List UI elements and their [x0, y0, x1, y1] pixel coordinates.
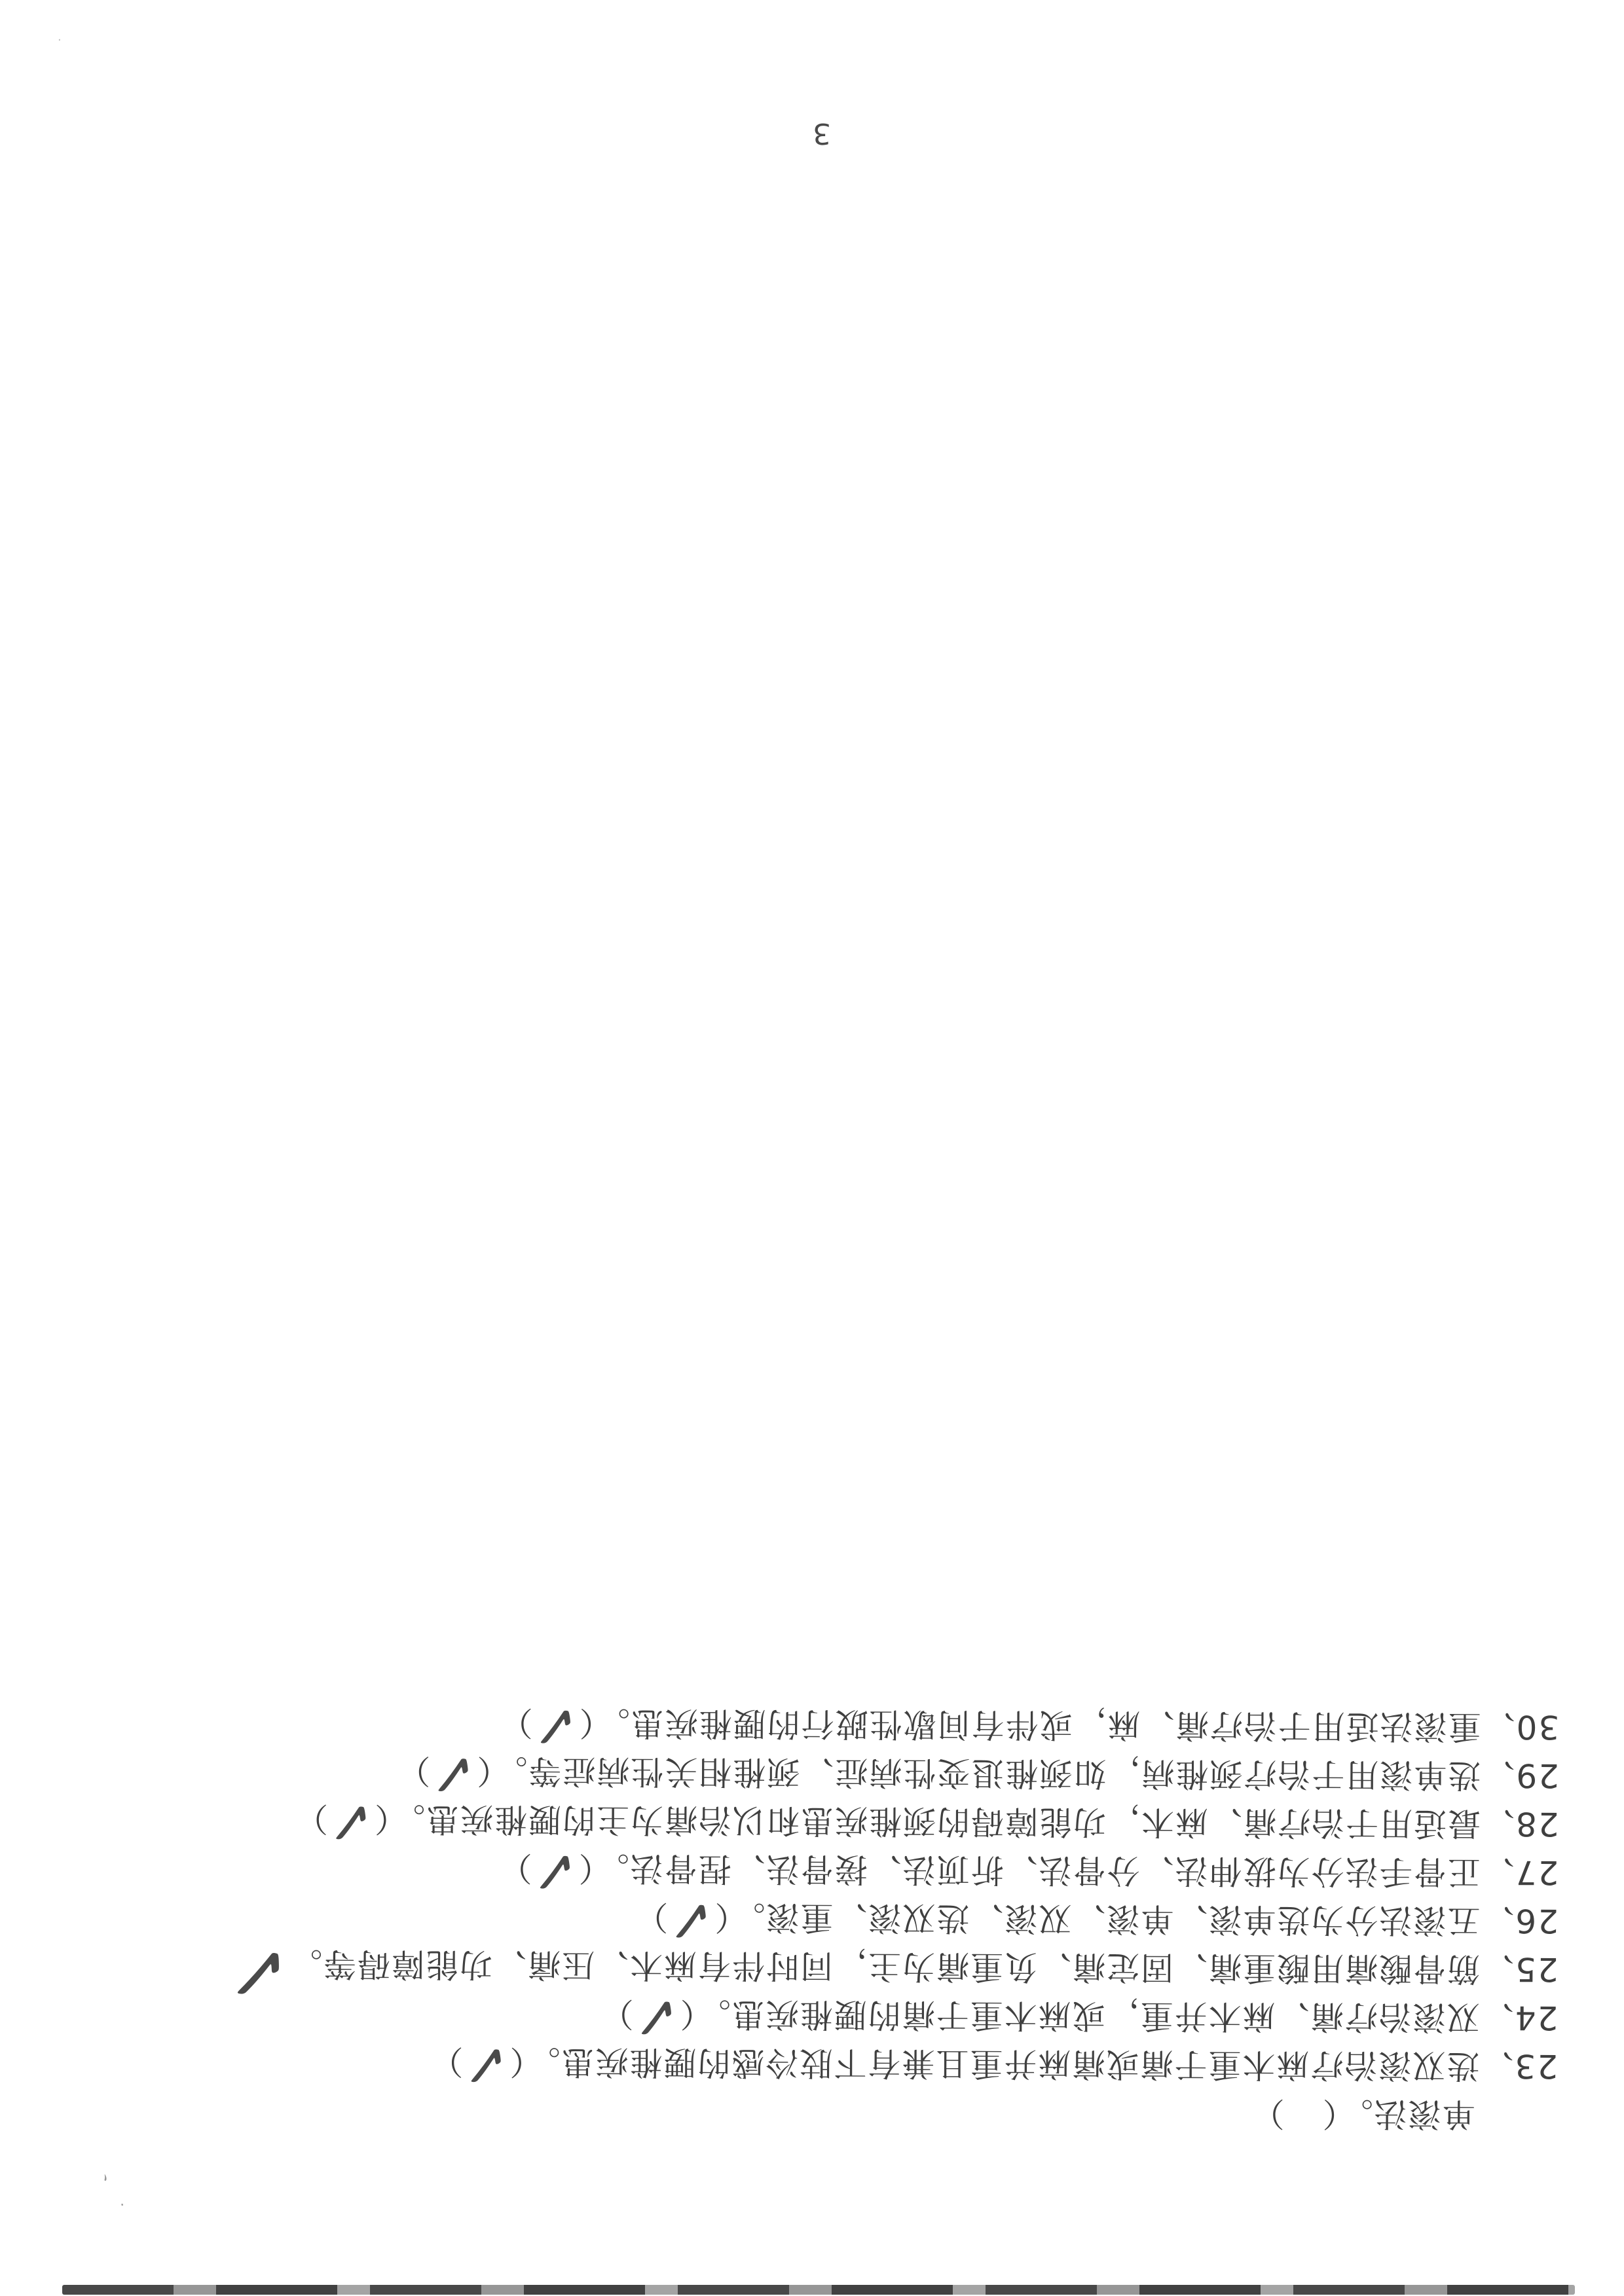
handwritten-check-mark: ✓	[528, 1685, 582, 1766]
handwritten-check-mark: ✓	[459, 2024, 513, 2105]
answer-paren-open: （	[678, 1995, 697, 2033]
question-body: 23、迭双滚治疗麻木重于痛或痛麻并重且兼有下肢冷感的腰椎疾患。	[526, 2043, 1559, 2085]
ink-smudge: .	[58, 30, 62, 44]
scan-edge-shadow	[62, 2285, 1575, 2295]
page-number: 3	[813, 117, 831, 150]
answer-paren-open: （	[577, 1849, 595, 1887]
handwritten-check-mark: ✓	[629, 1977, 683, 2058]
answer-paren-close: ）	[599, 1994, 634, 2033]
handwritten-check-mark: ✓	[219, 1915, 299, 2030]
answer-paren-close: ）	[498, 1848, 532, 1887]
handwritten-check-mark: ✓	[528, 1831, 581, 1912]
question-body: 28、最适用于治疗痛、麻木，功能障碍的颈椎疾患和以治痛为主的腰椎疾患。	[390, 1800, 1559, 1843]
question-line-29	[1, 1733, 1560, 1814]
question-line-23	[0, 2024, 1559, 2105]
question-body: 单滚法。	[1338, 2094, 1475, 2134]
question-text-block	[0, 1685, 1624, 2140]
answer-paren-close: ）	[293, 1799, 329, 1838]
answer-paren-open: （	[578, 1704, 596, 1742]
handwritten-check-mark	[1285, 2096, 1321, 2100]
question-body: 25、筋骨酸痛用酸重痛、固定痛、负重痛为主，同时伴有麻木、压痛、功能障碍等。	[287, 1944, 1559, 1988]
question-body: 29、迭单滚用于治疗颈椎病，如颈椎退变性病症、颈椎相关性病症等。	[493, 1751, 1560, 1795]
question-line-30	[1, 1685, 1560, 1766]
question-body: 24、双滚治疗痛、麻木并重，或麻木重于痛的腰椎疾患。	[696, 1995, 1559, 2037]
answer-paren-open: （	[1321, 2094, 1339, 2133]
answer-paren-open: （	[373, 1800, 392, 1838]
answer-paren-open: （	[713, 1898, 731, 1937]
question-line-28	[0, 1781, 1559, 1863]
question-body: 26、五滚法分为迭单滚、单滚、双滚、迭双滚、重滚。	[731, 1898, 1559, 1940]
question-line-continuation	[0, 2084, 1475, 2139]
question-body: 30、重滚法适用于治疗痛、麻，或伴有间歇性跛行的腰椎疾患。	[595, 1704, 1560, 1746]
answer-paren-close: ）	[634, 1897, 669, 1937]
ink-smudge: .	[117, 2193, 126, 2210]
question-line-26	[0, 1880, 1559, 1961]
question-line-27	[0, 1831, 1559, 1912]
question-body: 27、正骨手法分为拔伸法、分骨法、折顶法、接骨法、捏骨法。	[595, 1849, 1559, 1891]
handwritten-check-mark: ✓	[664, 1880, 718, 1961]
answer-paren-open: （	[508, 2042, 526, 2081]
answer-paren-close: ）	[498, 1703, 533, 1742]
handwritten-check-mark: ✓	[323, 1781, 378, 1863]
answer-paren-open: （	[475, 1751, 494, 1790]
ink-smudge: 、	[98, 2162, 129, 2193]
answer-paren-close: ）	[1250, 2094, 1285, 2133]
answer-paren-close: ）	[429, 2042, 464, 2081]
handwritten-check-mark: ✓	[426, 1733, 480, 1814]
answer-paren-close: ）	[396, 1751, 431, 1790]
